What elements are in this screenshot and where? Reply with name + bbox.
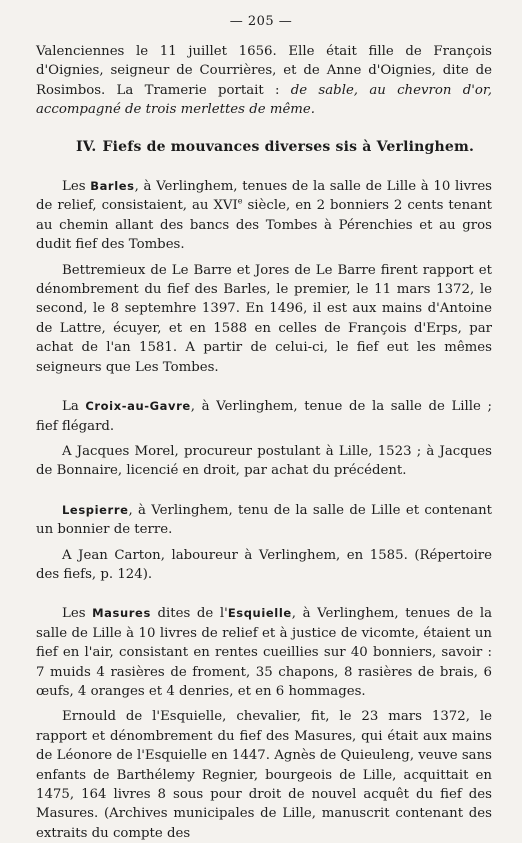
blazon-text: de sable, au chevron d'or, accompagné de trois merlettes de même. [36,82,492,118]
barles-lead: Les [62,179,91,195]
lespierre-paragraph-2: A Jean Carton, laboureur à Verlinghem, en 1585. (Répertoire des fiefs, p. 124). [36,547,492,582]
barles-paragraph-2: Bettremieux de Le Barre et Jores de Le Barre firent rapport et dénombrement du fief des Barles, le premier, le 11 mars 1372, le second, le 8 septemhre 1397. En 1496, il est aux mains d'Antoine de Lattre, écuyer, et en 1588 en celles de François d'Erps, par achat de l'an 1581. A partir de celui-ci, le fief eut les mêmes seigneurs que Les Tombes. [36,262,492,375]
masures-paragraph-1 [36,604,492,701]
masures-mid: dites de l' [150,606,228,622]
fief-name-masures: Masures [92,606,151,621]
barles-paragraph-1 [36,177,492,255]
barles-text-a: , à Verlinghem, tenues de la salle de Lille à 10 livres de relief, consistaient, au XVI [36,179,493,214]
croix-text: , à Verlinghem, tenue de la salle de Lille ; fief flégard. [36,399,492,434]
section-heading [36,138,492,157]
lespierre-paragraph-1 [36,501,492,540]
fief-name-lespierre: Lespierre [62,502,129,517]
lespierre-text: , à Verlinghem, tenu de la salle de Lille et contenant un bonnier de terre. [36,502,492,538]
intro-text: Valenciennes le 11 juillet 1656. Elle était fille de François d'Oignies, seigneur de Courrières, et de Anne d'Oignies, dite de Rosimbos. La Tramerie portait : [36,44,492,98]
fief-name-esquielle: Esquielle [227,606,292,621]
croix-lead: La [62,399,86,415]
page-content [36,42,492,843]
section-title: Fiefs de mouvances diverses sis à Verlinghem. [102,138,475,155]
croix-paragraph-1 [36,397,492,436]
croix-paragraph-2: A Jacques Morel, procureur postulant à Lille, 1523 ; à Jacques de Bonnaire, licencié en droit, par achat du précédent. [36,443,492,479]
century-superscript: e [237,197,243,207]
masures-lead: Les [62,606,93,622]
intro-paragraph [36,42,492,120]
fief-name-barles: Barles [90,179,135,194]
masures-paragraph-2: Ernould de l'Esquielle, chevalier, fit, le 23 mars 1372, le rapport et dénombrement du fief des Masures, qui était aux mains de Léonore de l'Esquielle en 1447. Agnès de Quieuleng, veuve sans enfants de Barthélemy Regnier, bourgeois de Lille, acquittait en 1475, 164 livres 8 sous pour droit de nouvel acquêt du fief des Masures. (Archives municipales de Lille, manuscrit contenant des extraits du compte des [36,709,492,841]
masures-text: , à Verlinghem, tenues de la salle de Lille à 10 livres de relief et à justice de vicomte, étaient un fief en l'air, consistant en rentes cueillies sur 40 bonniers, savoir : 7 muids 4 rasières de froment, 35 chapons, 8 rasières de brais, 6 œufs, 4 oranges et 4 denries, et en 6 hommages. [36,606,492,699]
fief-name-croix-au-gavre: Croix-au-Gavre [85,399,191,414]
section-number: IV. [76,138,97,155]
barles-text-b: siècle, en 2 bonniers 2 cents tenant au chemin allant des bancs des Tombes à Pérenchies et au gros dudit fief des Tombes. [36,198,492,253]
page-number: — 205 — [229,14,293,29]
